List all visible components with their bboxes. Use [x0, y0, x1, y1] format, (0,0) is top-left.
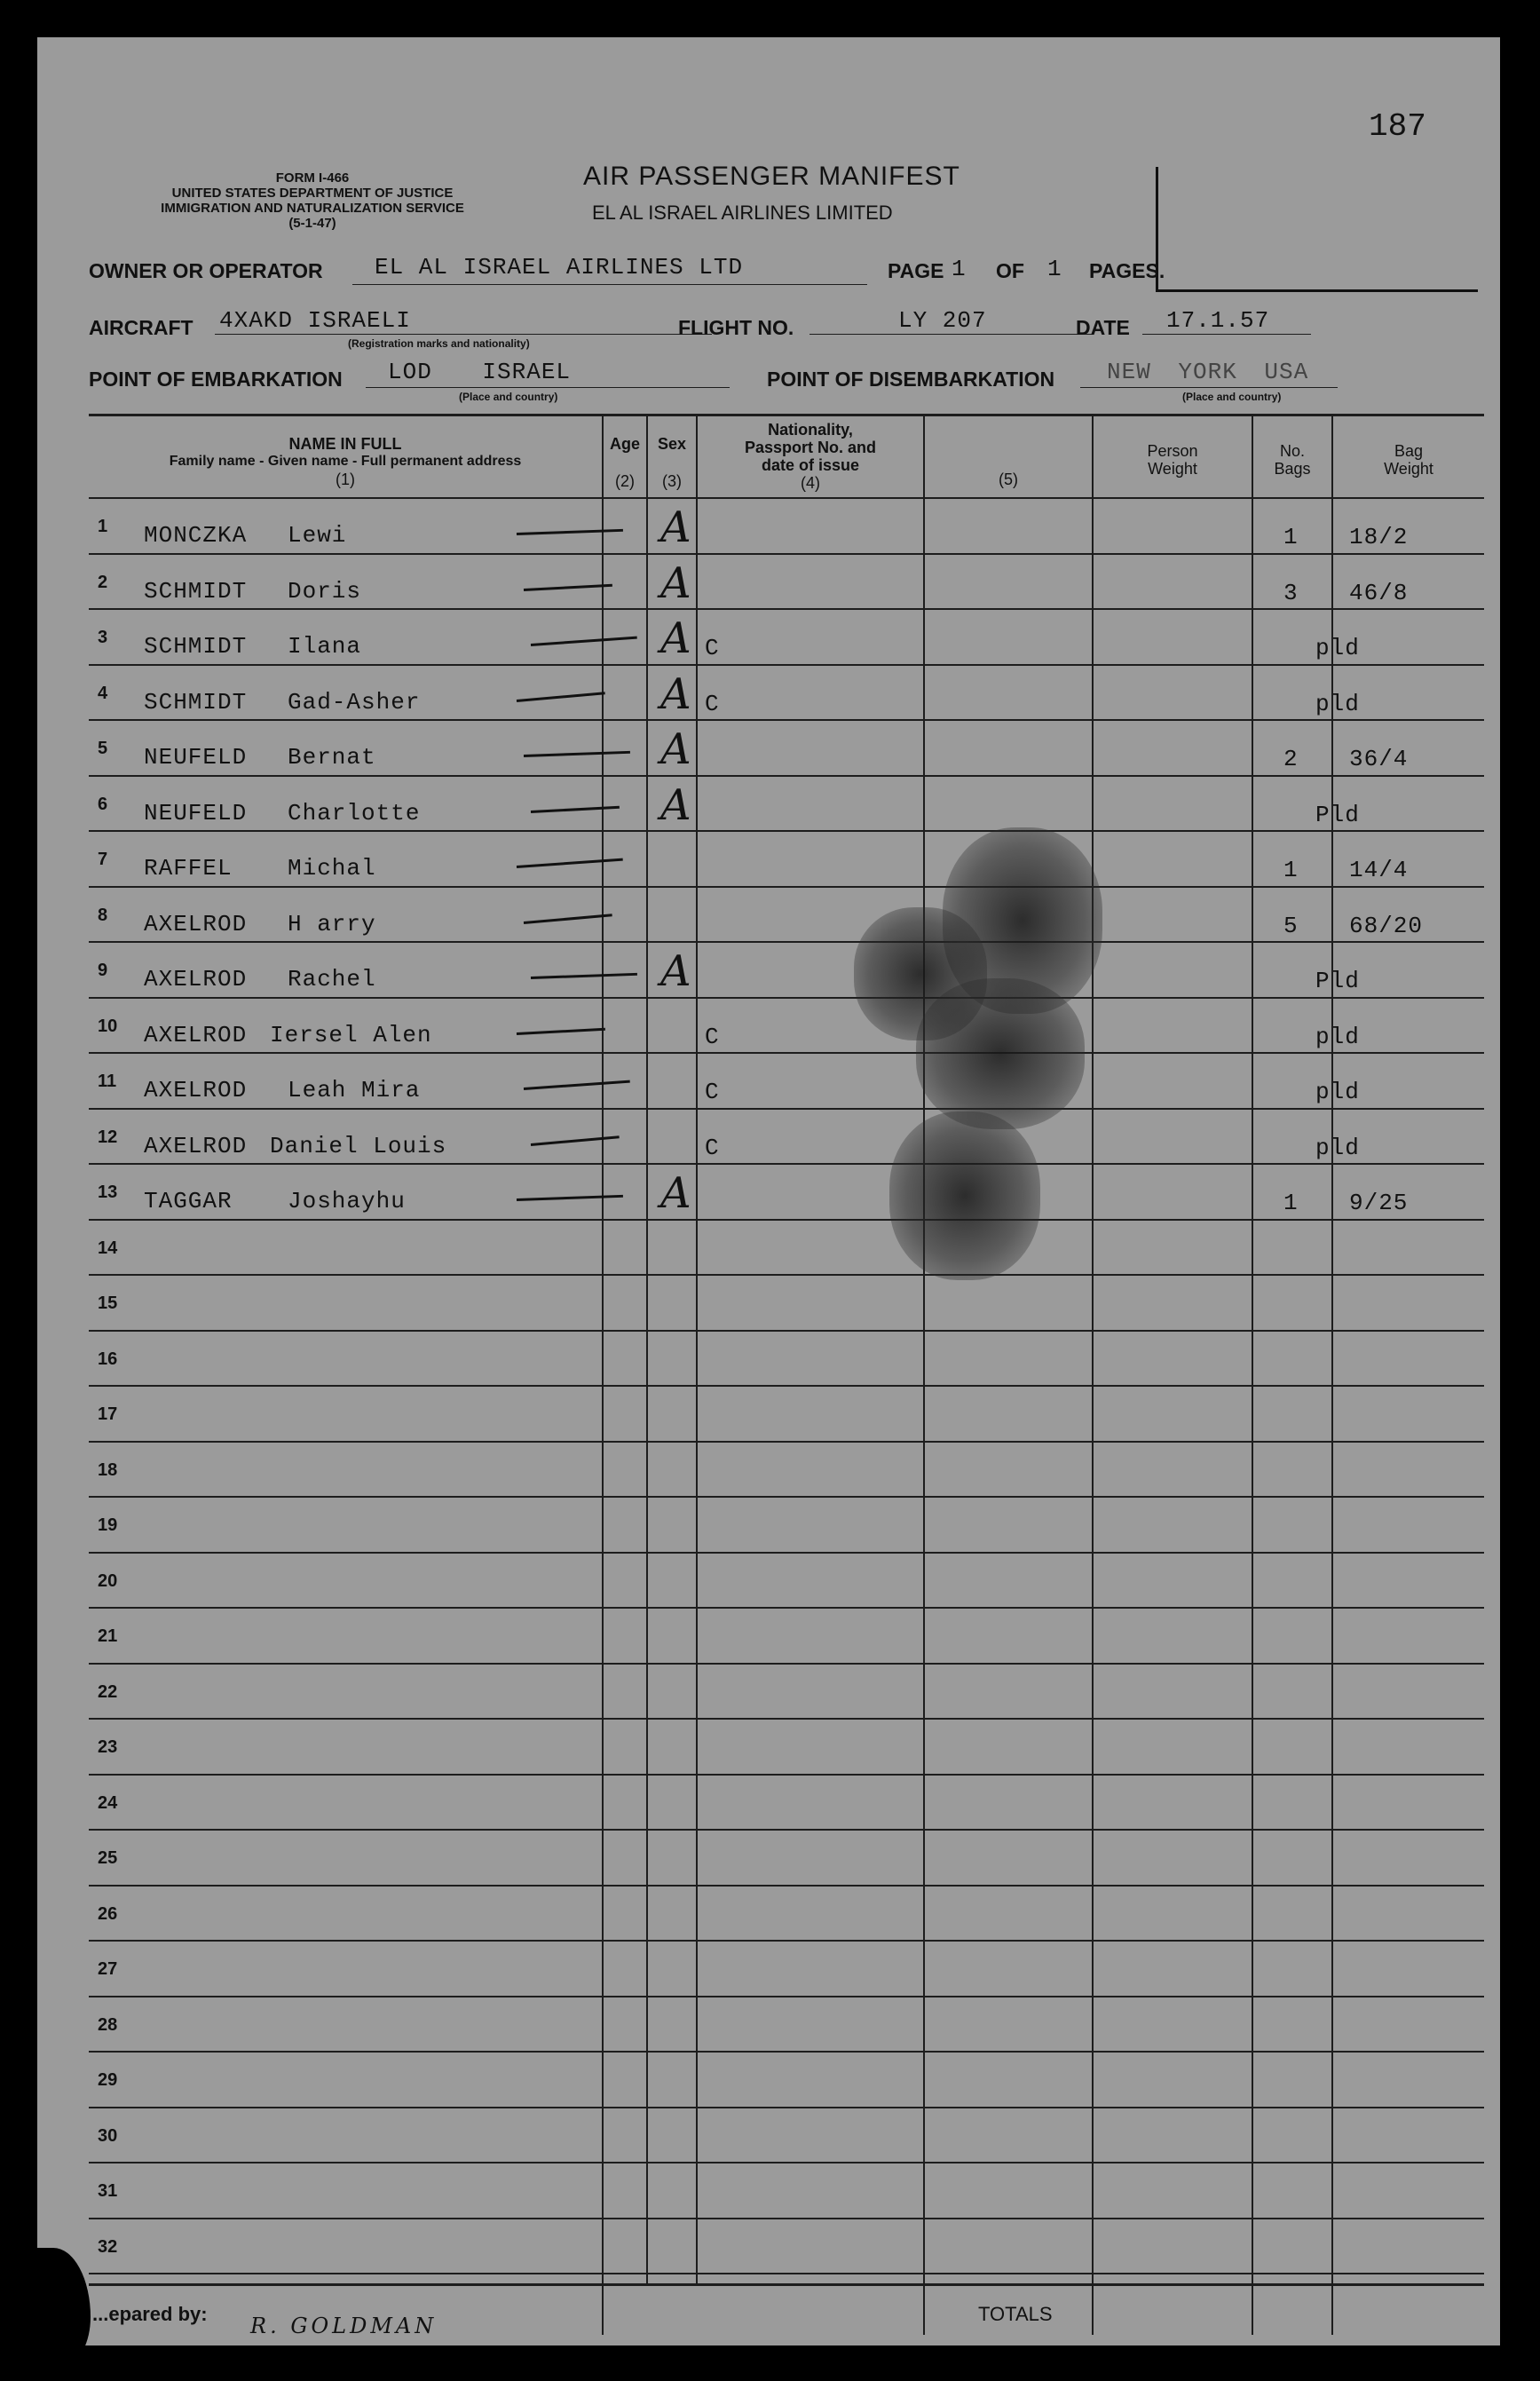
col-bags-header: [1255, 442, 1330, 478]
row-number: 28: [98, 2015, 118, 2035]
row-number: 15: [98, 1293, 118, 1313]
passenger-family-name: MONCZKA: [144, 522, 248, 549]
row-number: 16: [98, 1349, 118, 1369]
col-nat-number: (4): [801, 474, 820, 492]
age-mark: A: [660, 780, 691, 830]
date-value: 17.1.57: [1166, 307, 1270, 334]
pen-stroke: [517, 529, 623, 535]
age-mark: A: [660, 502, 691, 552]
page-number: 187: [1369, 108, 1426, 145]
department-name: UNITED STATES DEPARTMENT OF JUSTICE: [171, 186, 454, 201]
row-number: 26: [98, 1904, 118, 1924]
form-date-code: (5-1-47): [288, 216, 336, 231]
row-rule: [89, 664, 1484, 666]
passenger-given-name: Daniel Louis: [270, 1133, 447, 1159]
row-number: 12: [98, 1127, 118, 1147]
col-name-number: (1): [336, 471, 355, 488]
row-number: 21: [98, 1626, 118, 1646]
row-rule: [89, 2162, 1484, 2163]
pen-stroke: [531, 1135, 620, 1146]
col-bags-line2: Bags: [1274, 460, 1311, 478]
manifest-title: AIR PASSENGER MANIFEST: [583, 162, 960, 191]
bag-weight: 18/2: [1349, 524, 1409, 550]
col-nat-line1: Nationality,: [768, 421, 853, 439]
col-sex-title: Sex: [657, 435, 687, 453]
row-number: 11: [98, 1072, 117, 1091]
airline-name: EL AL ISRAEL AIRLINES LIMITED: [592, 202, 893, 224]
col-person-weight-line2: Weight: [1148, 460, 1197, 478]
aircraft-sublabel: (Registration marks and nationality): [348, 337, 530, 350]
bag-weight: Pld: [1315, 802, 1360, 828]
passenger-family-name: SCHMIDT: [144, 578, 248, 605]
bags-count: 1: [1283, 524, 1299, 550]
bag-weight: 9/25: [1349, 1190, 1409, 1216]
totals-label: TOTALS: [978, 2303, 1053, 2325]
sex-value: C: [705, 1079, 720, 1105]
row-rule: [89, 941, 1484, 943]
pen-stroke: [517, 1195, 623, 1201]
row-number: 6: [98, 795, 108, 814]
bags-count: 2: [1283, 746, 1299, 772]
age-mark: A: [660, 946, 691, 996]
row-number: 23: [98, 1737, 118, 1757]
col-person-weight-header: [1095, 442, 1250, 478]
passenger-given-name: Rachel: [288, 966, 376, 993]
date-label: DATE: [1076, 316, 1130, 339]
disembarkation-sublabel: (Place and country): [1182, 391, 1282, 403]
passenger-family-name: AXELROD: [144, 1022, 248, 1048]
form-id-block: [82, 170, 543, 231]
col-age-title: Age: [609, 435, 640, 453]
row-rule: [89, 1163, 1484, 1165]
bag-weight: Pld: [1315, 968, 1360, 994]
row-rule: [89, 1496, 1484, 1498]
bag-weight: 68/20: [1349, 913, 1424, 939]
bags-count: 5: [1283, 913, 1299, 939]
ink-smudge: [916, 978, 1085, 1129]
torn-corner: [37, 2248, 91, 2345]
row-number: 25: [98, 1848, 118, 1868]
row-rule: [89, 1829, 1484, 1831]
passenger-given-name: H arry: [288, 911, 376, 937]
row-number: 8: [98, 906, 108, 925]
row-number: 20: [98, 1571, 118, 1591]
row-rule: [89, 1940, 1484, 1942]
flight-value: LY 207: [898, 307, 987, 334]
row-number: 32: [98, 2237, 118, 2257]
bags-count: 1: [1283, 1190, 1299, 1216]
passenger-given-name: Bernat: [288, 744, 376, 771]
bags-count: 3: [1283, 580, 1299, 606]
row-number: 14: [98, 1238, 118, 1258]
row-number: 22: [98, 1682, 118, 1702]
row-rule: [89, 1219, 1484, 1221]
passenger-family-name: SCHMIDT: [144, 633, 248, 660]
embarkation-value: LOD ISRAEL: [388, 359, 572, 385]
row-rule: [89, 886, 1484, 888]
bag-weight: 14/4: [1349, 857, 1409, 883]
bag-weight: pld: [1315, 1024, 1360, 1050]
row-number: 30: [98, 2126, 118, 2146]
passenger-given-name: Gad-Asher: [288, 689, 421, 716]
row-number: 27: [98, 1959, 118, 1979]
page-value: 1: [952, 256, 967, 282]
row-number: 18: [98, 1460, 118, 1480]
passenger-given-name: Doris: [288, 578, 362, 605]
pen-stroke: [517, 858, 623, 868]
pages-label: PAGES.: [1089, 259, 1165, 282]
embarkation-label: POINT OF EMBARKATION: [89, 368, 343, 391]
row-rule: [89, 1552, 1484, 1554]
col-age-number: (2): [615, 472, 635, 490]
row-rule: [89, 2051, 1484, 2053]
sex-value: C: [705, 635, 720, 661]
disembarkation-value: NEW YORK USA: [1107, 359, 1309, 385]
age-mark: A: [660, 1168, 691, 1218]
passenger-family-name: AXELROD: [144, 911, 248, 937]
pen-stroke: [524, 751, 630, 757]
col-bag-weight-line2: Weight: [1384, 460, 1433, 478]
bag-weight: 46/8: [1349, 580, 1409, 606]
col-bag-weight-header: [1335, 442, 1482, 478]
passenger-family-name: SCHMIDT: [144, 689, 248, 716]
age-mark: A: [660, 669, 691, 719]
pen-stroke: [524, 1080, 630, 1090]
row-number: 24: [98, 1793, 118, 1813]
row-rule: [89, 1718, 1484, 1720]
bag-weight: 36/4: [1349, 746, 1409, 772]
row-number: 2: [98, 573, 108, 592]
row-rule: [89, 719, 1484, 721]
passenger-given-name: Charlotte: [288, 800, 421, 827]
col-nationality-header: [699, 421, 921, 492]
col-bags-line1: No.: [1279, 442, 1305, 460]
form-number: FORM I-466: [275, 170, 350, 186]
row-rule: [89, 2107, 1484, 2108]
sex-value: C: [705, 1024, 720, 1050]
col-name-subtitle: Family name - Given name - Full permanent address: [169, 454, 522, 469]
row-number: 10: [98, 1016, 118, 1036]
passenger-given-name: Iersel Alen: [270, 1022, 432, 1048]
pen-stroke: [524, 914, 612, 924]
bag-weight: pld: [1315, 691, 1360, 717]
prepared-by-signature: R. GOLDMAN: [250, 2314, 438, 2338]
pen-stroke: [517, 692, 605, 702]
col-5-header: (5): [999, 471, 1018, 488]
prepared-by-label: ...epared by:: [92, 2303, 208, 2325]
row-number: 9: [98, 961, 108, 980]
bags-count: 1: [1283, 857, 1299, 883]
row-number: 3: [98, 628, 108, 647]
passenger-given-name: Lewi: [288, 522, 347, 549]
col-nat-line2: Passport No. and: [744, 439, 877, 456]
row-rule: [89, 1052, 1484, 1054]
row-rule: [89, 1385, 1484, 1387]
flight-label: FLIGHT NO.: [678, 316, 794, 339]
age-mark: A: [660, 613, 691, 663]
row-rule: [89, 608, 1484, 610]
passenger-family-name: AXELROD: [144, 1077, 248, 1103]
passenger-family-name: AXELROD: [144, 966, 248, 993]
aircraft-label: AIRCRAFT: [89, 316, 193, 339]
of-value: 1: [1047, 256, 1062, 282]
row-rule: [89, 997, 1484, 999]
row-rule: [89, 1996, 1484, 1997]
row-number: 19: [98, 1515, 118, 1535]
row-number: 17: [98, 1404, 118, 1424]
service-name: IMMIGRATION AND NATURALIZATION SERVICE: [161, 201, 464, 216]
table-bottom-border: [89, 2283, 1484, 2286]
table-top-border: [89, 414, 1484, 416]
col-person-weight-line1: Person: [1147, 442, 1198, 460]
row-rule: [89, 1330, 1484, 1332]
aircraft-value: 4XAKD ISRAELI: [219, 307, 411, 334]
row-rule: [89, 1774, 1484, 1776]
bag-weight: pld: [1315, 1079, 1360, 1105]
col-sex-number: (3): [662, 472, 682, 490]
of-label: OF: [996, 259, 1024, 282]
passenger-family-name: AXELROD: [144, 1133, 248, 1159]
owner-value: EL AL ISRAEL AIRLINES LTD: [375, 254, 744, 281]
row-number: 13: [98, 1183, 118, 1202]
row-number: 4: [98, 684, 108, 703]
bag-weight: pld: [1315, 1135, 1360, 1161]
embarkation-sublabel: (Place and country): [459, 391, 558, 403]
passenger-family-name: NEUFELD: [144, 800, 248, 827]
passenger-family-name: NEUFELD: [144, 744, 248, 771]
row-rule: [89, 1441, 1484, 1443]
bag-weight: pld: [1315, 635, 1360, 661]
row-number: 29: [98, 2070, 118, 2090]
col-age-header: [605, 435, 644, 490]
passenger-given-name: Michal: [288, 855, 376, 882]
sex-value: C: [705, 691, 720, 717]
disembarkation-label: POINT OF DISEMBARKATION: [767, 368, 1055, 391]
passenger-given-name: Joshayhu: [288, 1188, 406, 1214]
passenger-family-name: RAFFEL: [144, 855, 233, 882]
col-name-title: NAME IN FULL: [288, 435, 402, 453]
pen-stroke: [531, 637, 637, 646]
pen-stroke: [524, 584, 612, 591]
row-rule: [89, 1108, 1484, 1110]
col-name-header: [92, 435, 598, 488]
row-rule: [89, 775, 1484, 777]
col-sex-header: [650, 435, 694, 490]
page-label: PAGE: [888, 259, 944, 282]
passenger-given-name: Ilana: [288, 633, 362, 660]
row-rule: [89, 1885, 1484, 1887]
row-number: 1: [98, 517, 108, 536]
owner-label: OWNER OR OPERATOR: [89, 259, 323, 282]
row-number: 31: [98, 2181, 118, 2201]
age-mark: A: [660, 558, 691, 608]
col-nat-line3: date of issue: [761, 456, 860, 474]
row-rule: [89, 1274, 1484, 1276]
row-rule: [89, 1663, 1484, 1665]
row-rule: [89, 553, 1484, 555]
pen-stroke: [517, 1028, 605, 1035]
row-rule: [89, 1607, 1484, 1609]
row-number: 5: [98, 739, 108, 758]
col-bag-weight-line1: Bag: [1394, 442, 1424, 460]
row-rule: [89, 2273, 1484, 2274]
passenger-family-name: TAGGAR: [144, 1188, 233, 1214]
age-mark: A: [660, 724, 691, 774]
pen-stroke: [531, 806, 620, 813]
ink-smudge: [889, 1111, 1040, 1280]
row-number: 7: [98, 850, 108, 869]
passenger-given-name: Leah Mira: [288, 1077, 421, 1103]
sex-value: C: [705, 1135, 720, 1161]
manifest-page: [37, 37, 1500, 2345]
pen-stroke: [531, 973, 637, 979]
row-rule: [89, 2218, 1484, 2219]
row-rule: [89, 830, 1484, 832]
stamp-box: [1156, 167, 1478, 292]
